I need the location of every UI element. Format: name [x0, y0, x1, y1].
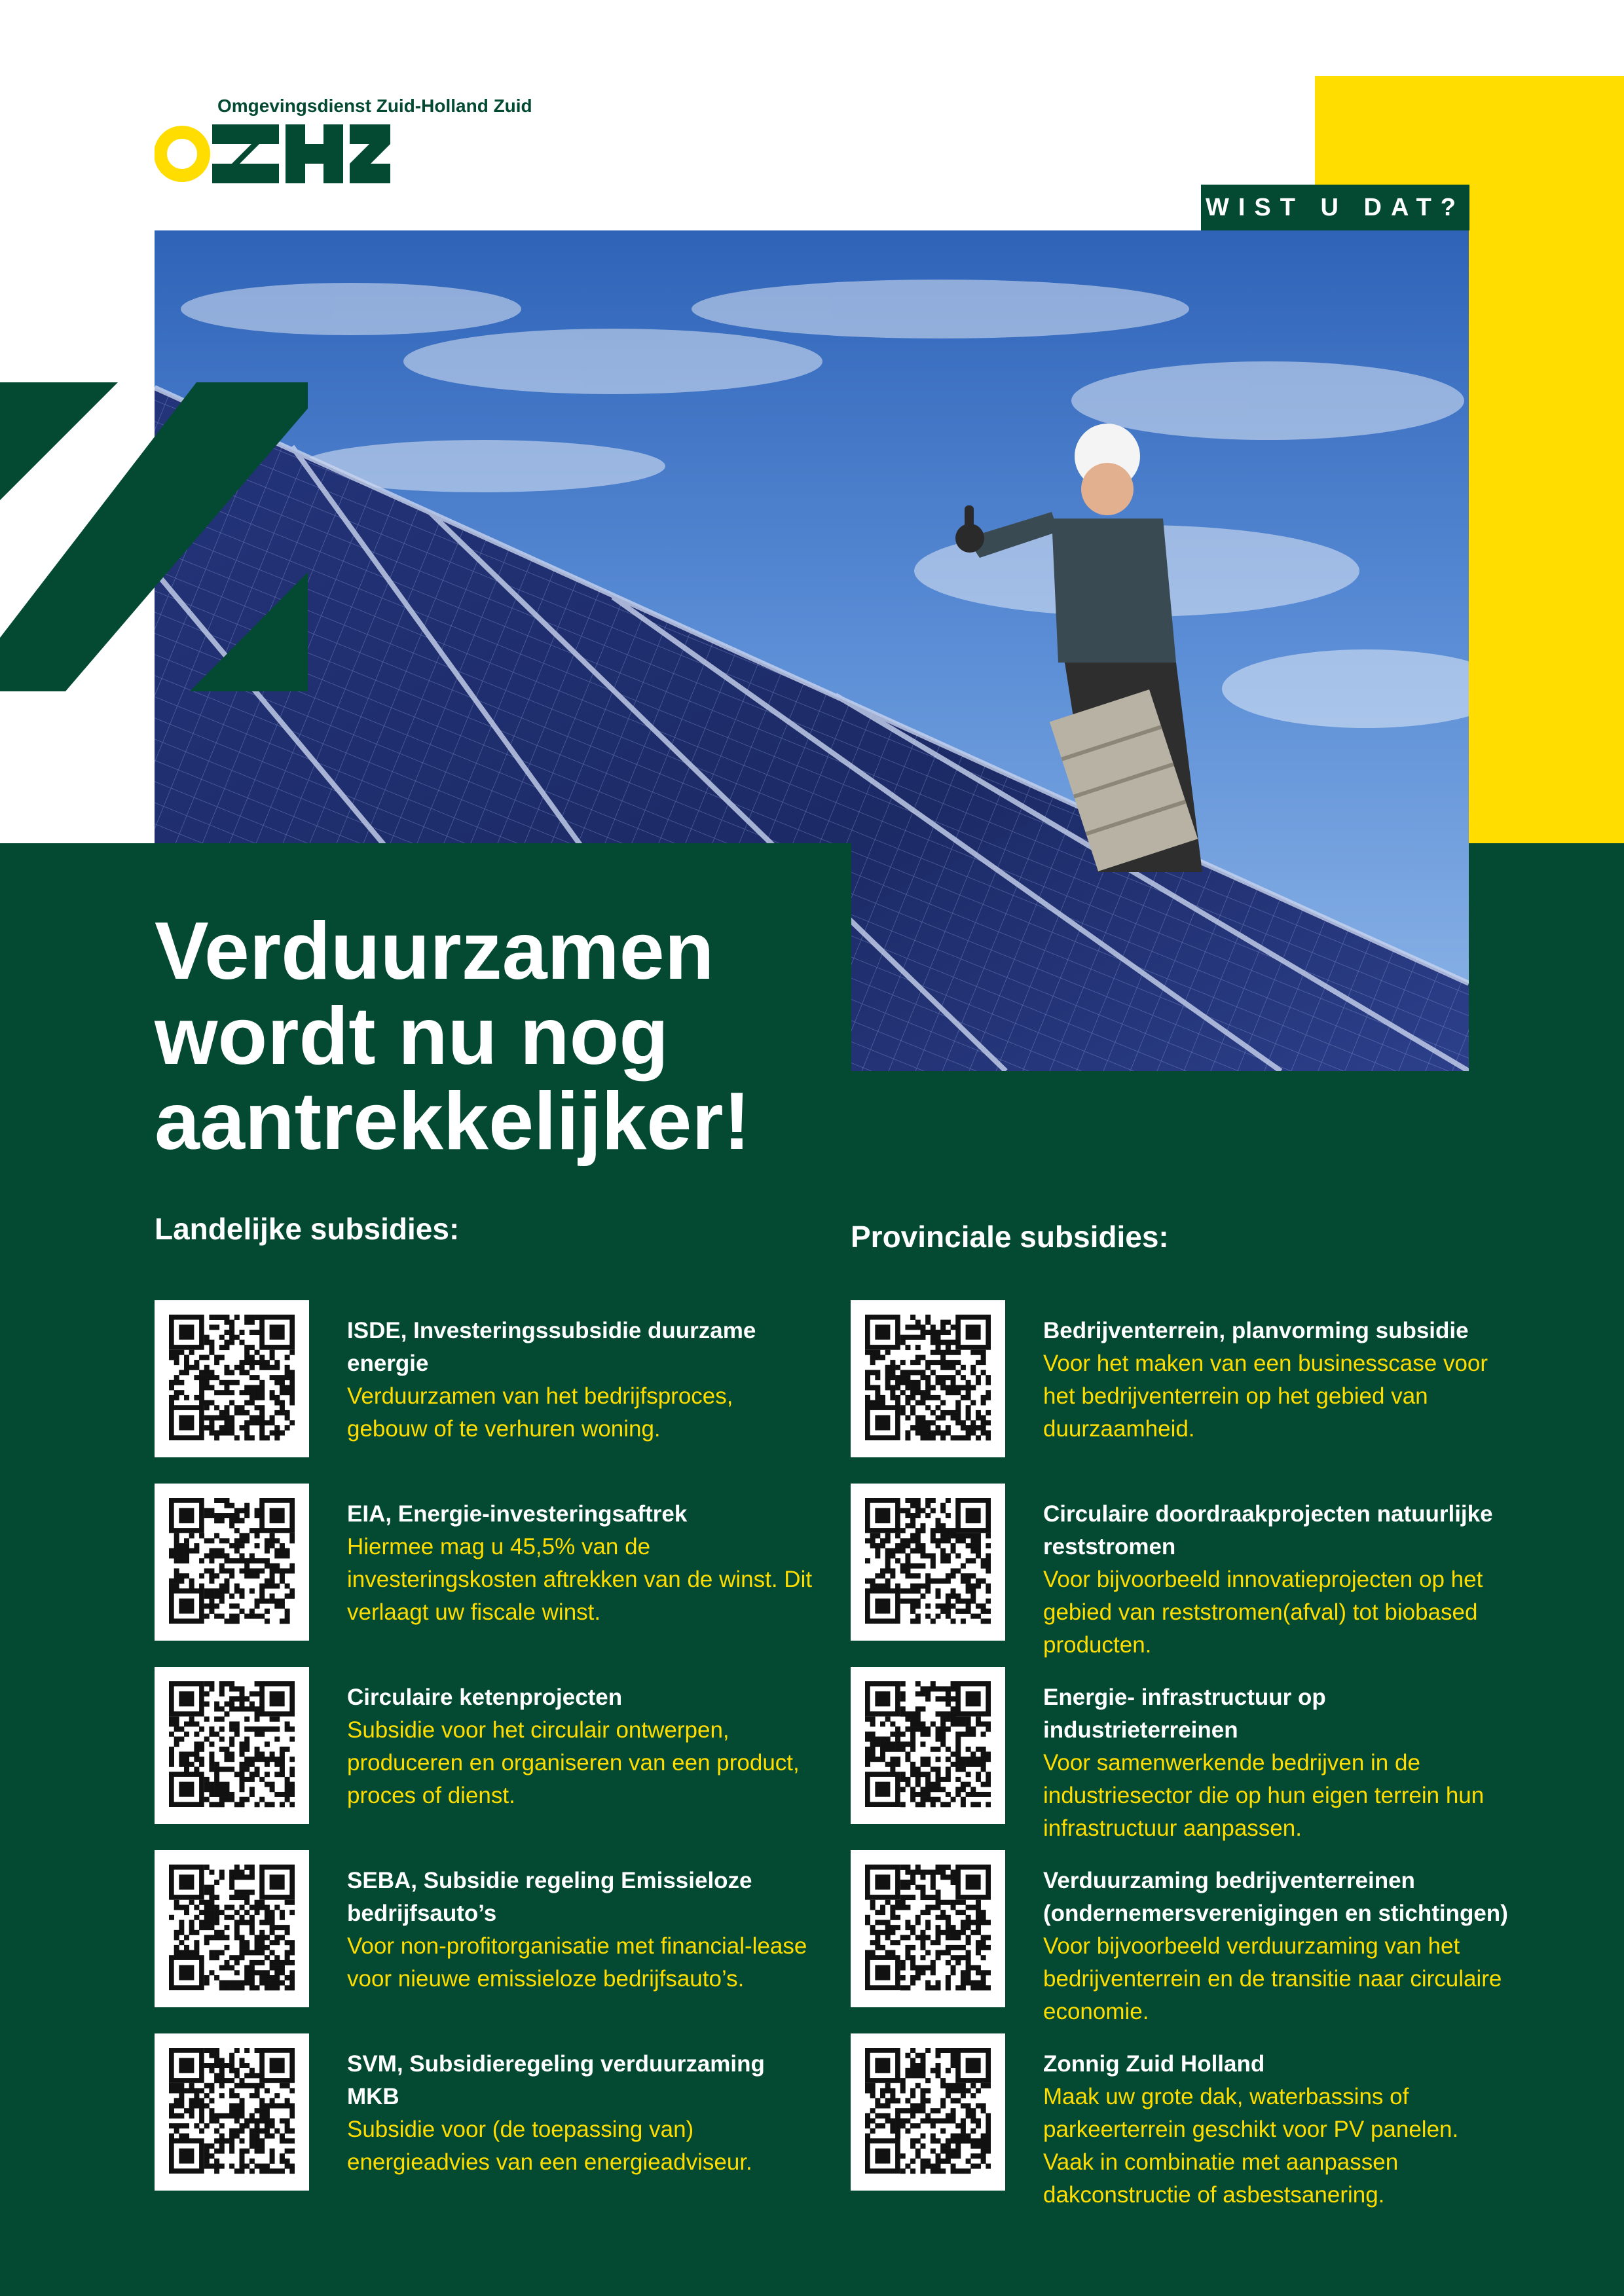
- subsidy-description: Voor het maken van een businesscase voor het bedrijventerrein op het gebied van duurzaamheid.: [1043, 1351, 1488, 1442]
- subsidy-item: [851, 1484, 1505, 1658]
- subsidy-title: Zonnig Zuid Holland: [1043, 2051, 1265, 2077]
- qr-code-icon[interactable]: [851, 1300, 1005, 1457]
- provinciale-title: Provinciale subsidies:: [851, 1220, 1169, 1254]
- subsidy-title: EIA, Energie-investeringsaftrek: [347, 1501, 688, 1527]
- qr-code-icon[interactable]: [155, 1300, 309, 1457]
- subsidy-title: Circulaire ketenprojecten: [347, 1685, 623, 1710]
- subsidy-title: SEBA, Subsidie regeling Emissieloze bedrijfsauto’s: [347, 1868, 752, 1926]
- qr-code-icon[interactable]: [155, 1484, 309, 1641]
- subsidy-description: Voor non-profitorganisatie met financial-lease voor nieuwe emissieloze bedrijfsauto’s.: [347, 1933, 807, 1992]
- qr-code-icon[interactable]: [851, 1850, 1005, 2007]
- page-headline: Verduurzamen wordt nu nog aantrekkelijker!: [155, 906, 750, 1167]
- subsidy-description: Subsidie voor het circulair ontwerpen, produceren en organiseren van een product, proces of dienst.: [347, 1717, 800, 1808]
- subsidy-description: Voor samenwerkende bedrijven in de industriesector die op hun eigen terrein hun infrastructuur aanpassen.: [1043, 1750, 1485, 1841]
- subsidy-description: Voor bijvoorbeeld innovatieprojecten op het gebied van reststromen(afval) tot biobased producten.: [1043, 1567, 1483, 1658]
- subsidy-item: [851, 1300, 1505, 1457]
- organization-name: Omgevingsdienst Zuid-Holland Zuid: [217, 96, 532, 116]
- subsidy-item: [851, 1850, 1508, 2024]
- subsidy-description: Subsidie voor (de toepassing van) energieadvies van een energieadviseur.: [347, 2117, 752, 2175]
- subsidy-item: [851, 2033, 1505, 2208]
- decorative-stripes: [0, 382, 314, 695]
- qr-code-icon[interactable]: [155, 1667, 309, 1824]
- qr-code-icon[interactable]: [155, 1850, 309, 2007]
- subsidy-title: SVM, Subsidieregeling verduurzaming MKB: [347, 2051, 765, 2109]
- subsidy-item: [155, 1300, 809, 1457]
- subsidy-description: Verduurzamen van het bedrijfsproces, gebouw of te verhuren woning.: [347, 1383, 733, 1442]
- subsidy-title: Bedrijventerrein, planvorming subsidie: [1043, 1318, 1469, 1343]
- subsidy-item: [155, 2033, 809, 2191]
- qr-code-icon[interactable]: [155, 2033, 309, 2191]
- subsidy-item: [155, 1484, 813, 1641]
- qr-code-icon[interactable]: [851, 1484, 1005, 1641]
- subsidy-item: [155, 1850, 809, 2007]
- ozhz-logo: [155, 124, 390, 187]
- subsidy-item: [155, 1667, 809, 1824]
- qr-code-icon[interactable]: [851, 1667, 1005, 1824]
- subsidy-title: Energie- infrastructuur op industrieterreinen: [1043, 1685, 1326, 1743]
- subsidy-item: [851, 1667, 1505, 1841]
- subsidy-description: Hiermee mag u 45,5% van de investeringskosten aftrekken van de winst. Dit verlaagt uw fiscale winst.: [347, 1534, 813, 1625]
- subsidy-description: Maak uw grote dak, waterbassins of parkeerterrein geschikt voor PV panelen. Vaak in combinatie met aanpassen dakconstructie of asbestsanering.: [1043, 2084, 1459, 2208]
- subsidy-title: Verduurzaming bedrijventerreinen (ondernemersverenigingen en stichtingen): [1043, 1868, 1508, 1926]
- qr-code-icon[interactable]: [851, 2033, 1005, 2191]
- subsidy-title: ISDE, Investeringssubsidie duurzame energie: [347, 1318, 756, 1376]
- subsidy-description: Voor bijvoorbeeld verduurzaming van het bedrijventerrein en de transitie naar circulaire economie.: [1043, 1933, 1502, 2024]
- landelijke-title: Landelijke subsidies:: [155, 1212, 460, 1246]
- subsidy-title: Circulaire doordraakprojecten natuurlijke reststromen: [1043, 1501, 1493, 1559]
- wist-u-dat-tag: WIST U DAT?: [1201, 185, 1469, 230]
